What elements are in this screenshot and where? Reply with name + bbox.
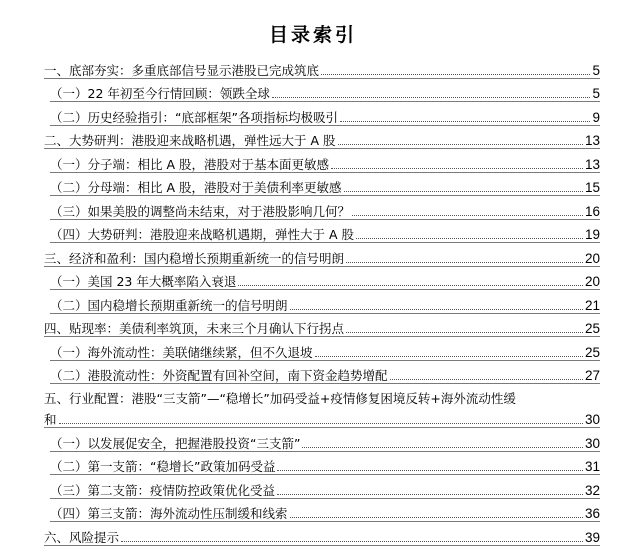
toc-page-number: 25 [584,321,600,336]
toc-page-number: 20 [584,274,600,289]
toc-entry[interactable] [44,173,600,197]
divider [44,545,600,546]
toc-entry-text: （二）第一支箭：“稳增长”政策加码受益 [50,459,276,474]
toc-page-number: 27 [584,368,600,383]
leader-dots [277,493,583,495]
toc-entry[interactable] [44,55,600,79]
toc-entry-text: （二）历史经验指引：“底部框架”各项指标均极吸引 [50,109,338,125]
toc-page-number: 13 [584,133,600,148]
toc-entry[interactable] [44,428,600,452]
toc-entry[interactable] [44,337,600,361]
toc-entry-text: （二）分母端：相比 A 股，港股对于美债利率更敏感 [50,180,342,195]
leader-dots [238,284,583,286]
toc-page-number: 21 [584,297,600,313]
toc-entry-text: 六、风险提示 [44,529,120,545]
toc-entry[interactable] [44,79,600,103]
toc-entry-text: （四）第三支箭：海外流动性压制缓和线索 [50,506,288,521]
toc-page-number: 16 [584,203,600,219]
toc-entry-text: （二）国内稳增长预期重新统一的信号明朗 [50,297,288,313]
toc-entry-text-continued: 和 [44,412,57,427]
leader-dots [346,261,583,263]
toc-entry[interactable] [44,384,600,428]
leader-dots [290,516,583,518]
toc-entry-text: （二）港股流动性：外资配置有回补空间，南下资金趋势增配 [50,368,388,383]
leader-dots [302,446,583,448]
toc-entry[interactable] [44,149,600,173]
leader-dots [344,190,583,192]
toc-entry-text: 四、贴现率：美债利率筑顶，未来三个月确认下行拐点 [44,321,345,336]
leader-dots [331,167,583,169]
leader-dots [340,120,591,122]
toc-entry-text: （一）分子端：相比 A 股，港股对于基本面更敏感 [50,156,329,172]
leader-dots [272,96,591,98]
toc-page-number: 13 [584,156,600,172]
toc-page-number: 30 [584,412,600,427]
toc-page-number: 30 [584,435,600,451]
toc-entry-text: （一）以发展促安全，把握港股投资“三支箭” [50,435,301,451]
toc-entry[interactable] [44,290,600,314]
toc-entry[interactable] [44,243,600,267]
leader-dots [59,422,583,424]
toc-page-number: 32 [584,482,600,498]
toc-entry[interactable] [44,267,600,291]
toc-page-number: 36 [584,506,600,521]
table-of-contents [44,55,600,546]
toc-title: 目录索引 [268,24,357,46]
toc-page-number: 31 [584,459,600,474]
toc-page-number: 15 [584,180,600,195]
leader-dots [315,355,583,357]
toc-entry-text: 一、底部夯实：多重底部信号显示港股已完成筑底 [44,62,320,78]
toc-entry[interactable] [44,102,600,126]
leader-dots [290,308,583,310]
leader-dots [321,73,590,75]
toc-entry[interactable] [44,361,600,385]
toc-page-number: 20 [584,250,600,266]
leader-dots [338,143,583,145]
toc-entry[interactable] [44,475,600,499]
toc-entry[interactable] [44,314,600,338]
toc-entry-text: （一）海外流动性：美联储继续紧，但不久退坡 [50,344,313,360]
toc-page-number: 19 [584,227,600,242]
toc-entry-text: 三、经济和盈利：国内稳增长预期重新统一的信号明朗 [44,250,345,266]
toc-page-number: 5 [592,62,600,78]
leader-dots [121,540,583,542]
leader-dots [390,378,583,380]
toc-entry-text: （三）第二支箭：疫情防控政策优化受益 [50,482,276,498]
toc-page-number: 25 [584,344,600,360]
toc-entry-text: 五、行业配置：港股“三支箭”—“稳增长”加码受益+疫情修复困境反转+海外流动性缓 [44,391,516,406]
toc-entry-text: （三）如果美股的调整尚未结束，对于港股影响几何？ [50,203,351,219]
toc-page-number: 5 [592,86,600,101]
toc-entry[interactable] [44,126,600,150]
toc-page-number: 9 [592,109,600,125]
leader-dots [356,237,583,239]
toc-page-number: 39 [584,529,600,545]
toc-entry-text: （一）美国 23 年大概率陷入衰退 [50,274,237,289]
leader-dots [346,331,583,333]
toc-entry[interactable] [44,452,600,476]
toc-entry-text: （一）22 年初至今行情回顾：领跌全球 [50,86,270,101]
leader-dots [352,214,583,216]
toc-entry[interactable] [44,522,600,546]
toc-entry[interactable] [44,196,600,220]
toc-entry[interactable] [44,220,600,244]
toc-entry-text: 二、大势研判：港股迎来战略机遇，弹性远大于 A 股 [44,133,336,148]
toc-entry[interactable] [44,499,600,523]
leader-dots [277,469,583,471]
toc-entry-text: （四）大势研判：港股迎来战略机遇期，弹性大于 A 股 [50,227,354,242]
